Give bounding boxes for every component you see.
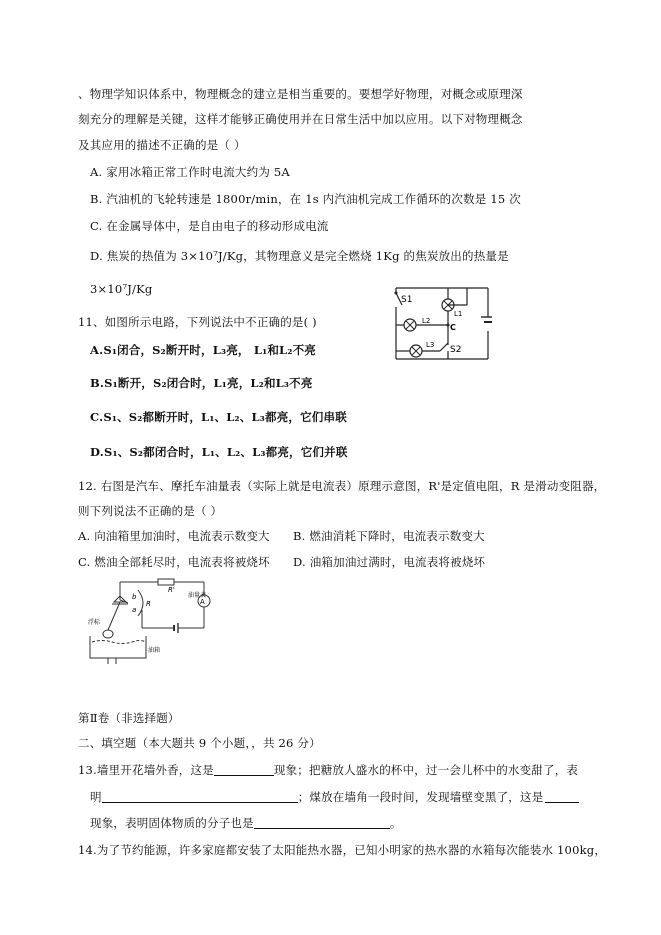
q12-label-tank: 油箱 bbox=[148, 647, 161, 654]
q10-option-c: C. 在金属导体中，是自由电子的移动形成电流 bbox=[90, 219, 329, 233]
q13-text-1b: 现象；把糖放人盛水的杯中，过一会儿杯中的水变甜了，表 bbox=[273, 763, 579, 777]
q12-option-a: A. 向油箱里加油时，电流表示数变大 bbox=[78, 529, 270, 543]
q11-label-s1: S1 bbox=[401, 295, 413, 305]
q12-stem-line1: 12. 右图是汽车、摩托车油量表（实际上就是电流表）原理示意图，R'是定值电阻，R 是滑动变阻器， bbox=[78, 479, 606, 493]
q13-line2 bbox=[90, 789, 579, 805]
q12-fuel-gauge-diagram bbox=[88, 578, 218, 664]
q10-option-d: D. 焦炭的热值为 3×10⁷J/Kg，其物理意义是完全燃烧 1Kg 的焦炭放出的热量是 bbox=[90, 249, 509, 263]
q13-text-2b: ；煤放在墙角一段时间，发现墙壁变黑了，这是 bbox=[297, 790, 544, 804]
q11-label-s2: S2 bbox=[450, 345, 462, 355]
q11-option-b: B.S₁断开，S₂闭合时，L₁亮，L₂和L₃不亮 bbox=[90, 376, 313, 390]
q11-option-a: A.S₁闭合，S₂断开时，L₃亮， L₁和L₂不亮 bbox=[90, 343, 316, 357]
q12-label-float: 浮标 bbox=[88, 619, 101, 626]
q13-text-2a: 明 bbox=[90, 790, 102, 804]
q13-text-1a: 13.墙里开花墙外香，这是 bbox=[78, 763, 214, 777]
q10-stem-line2: 刻充分的理解是关键，这样才能够正确使用并在日常生活中加以应用。以下对物理概念 bbox=[78, 112, 523, 126]
q11-circuit-diagram bbox=[392, 285, 492, 363]
q10-stem-line3: 及其应用的描述不正确的是（ ） bbox=[78, 138, 246, 152]
q12-label-b: b bbox=[132, 593, 137, 601]
q13-line1 bbox=[78, 762, 578, 778]
q14-line1: 14.为了节约能源，许多家庭都安装了太阳能热水器，已知小明家的热水器的水箱每次能装水 100kg， bbox=[78, 843, 607, 857]
q11-label-c: C bbox=[450, 323, 456, 332]
q13-text-3a: 现象，表明固体物质的分子也是 bbox=[90, 816, 254, 830]
q10-option-d-continued: 3×10⁷J/Kg bbox=[90, 282, 153, 296]
q11-option-c: C.S₁、S₂都断开时，L₁、L₂、L₃都亮，它们串联 bbox=[90, 410, 347, 424]
q12-label-a: a bbox=[132, 606, 137, 614]
q12-option-c: C. 燃油全部耗尽时，电流表将被烧坏 bbox=[78, 555, 270, 569]
q11-label-l1: L1 bbox=[454, 310, 463, 318]
part2-title: 第Ⅱ卷（非选择题） bbox=[78, 711, 180, 725]
q13-blank-1[interactable] bbox=[214, 763, 274, 776]
q13-text-3b: 。 bbox=[389, 816, 402, 830]
q11-stem: 11、如图所示电路，下列说法中不正确的是( ) bbox=[78, 315, 317, 329]
q12-label-r-prime: R' bbox=[168, 586, 175, 594]
q10-option-b: B. 汽油机的飞轮转速是 1800r/min，在 1s 内汽油机完成工作循环的次数是 15 次 bbox=[90, 192, 521, 206]
q12-option-d: D. 油箱加油过满时，电流表将被烧坏 bbox=[293, 555, 486, 569]
q13-line3 bbox=[90, 815, 402, 831]
q11-label-l3: L3 bbox=[426, 341, 435, 349]
q13-blank-2[interactable] bbox=[102, 790, 298, 803]
section-fill-in-blank: 二、填空题（本大题共 9 个小题，，共 26 分） bbox=[78, 736, 321, 750]
q11-label-l2: L2 bbox=[422, 317, 431, 325]
q12-label-ammeter: A bbox=[200, 598, 205, 606]
q12-option-b: B. 燃油消耗下降时，电流表示数变大 bbox=[293, 529, 485, 543]
q12-label-meter: 油量表 bbox=[188, 592, 207, 599]
q10-stem-line1: 、物理学知识体系中，物理概念的建立是相当重要的。要想学好物理，对概念或原理深 bbox=[78, 87, 523, 101]
q10-option-a: A. 家用冰箱正常工作时电流大约为 5A bbox=[90, 165, 290, 179]
q11-option-d: D.S₁、S₂都闭合时，L₁、L₂、L₃都亮，它们并联 bbox=[90, 445, 348, 459]
q13-blank-4[interactable] bbox=[254, 816, 390, 829]
q13-blank-3[interactable] bbox=[545, 790, 579, 803]
q12-label-r: R bbox=[146, 600, 151, 608]
q12-stem-line2: 则下列说法不正确的是（ ） bbox=[78, 504, 223, 518]
